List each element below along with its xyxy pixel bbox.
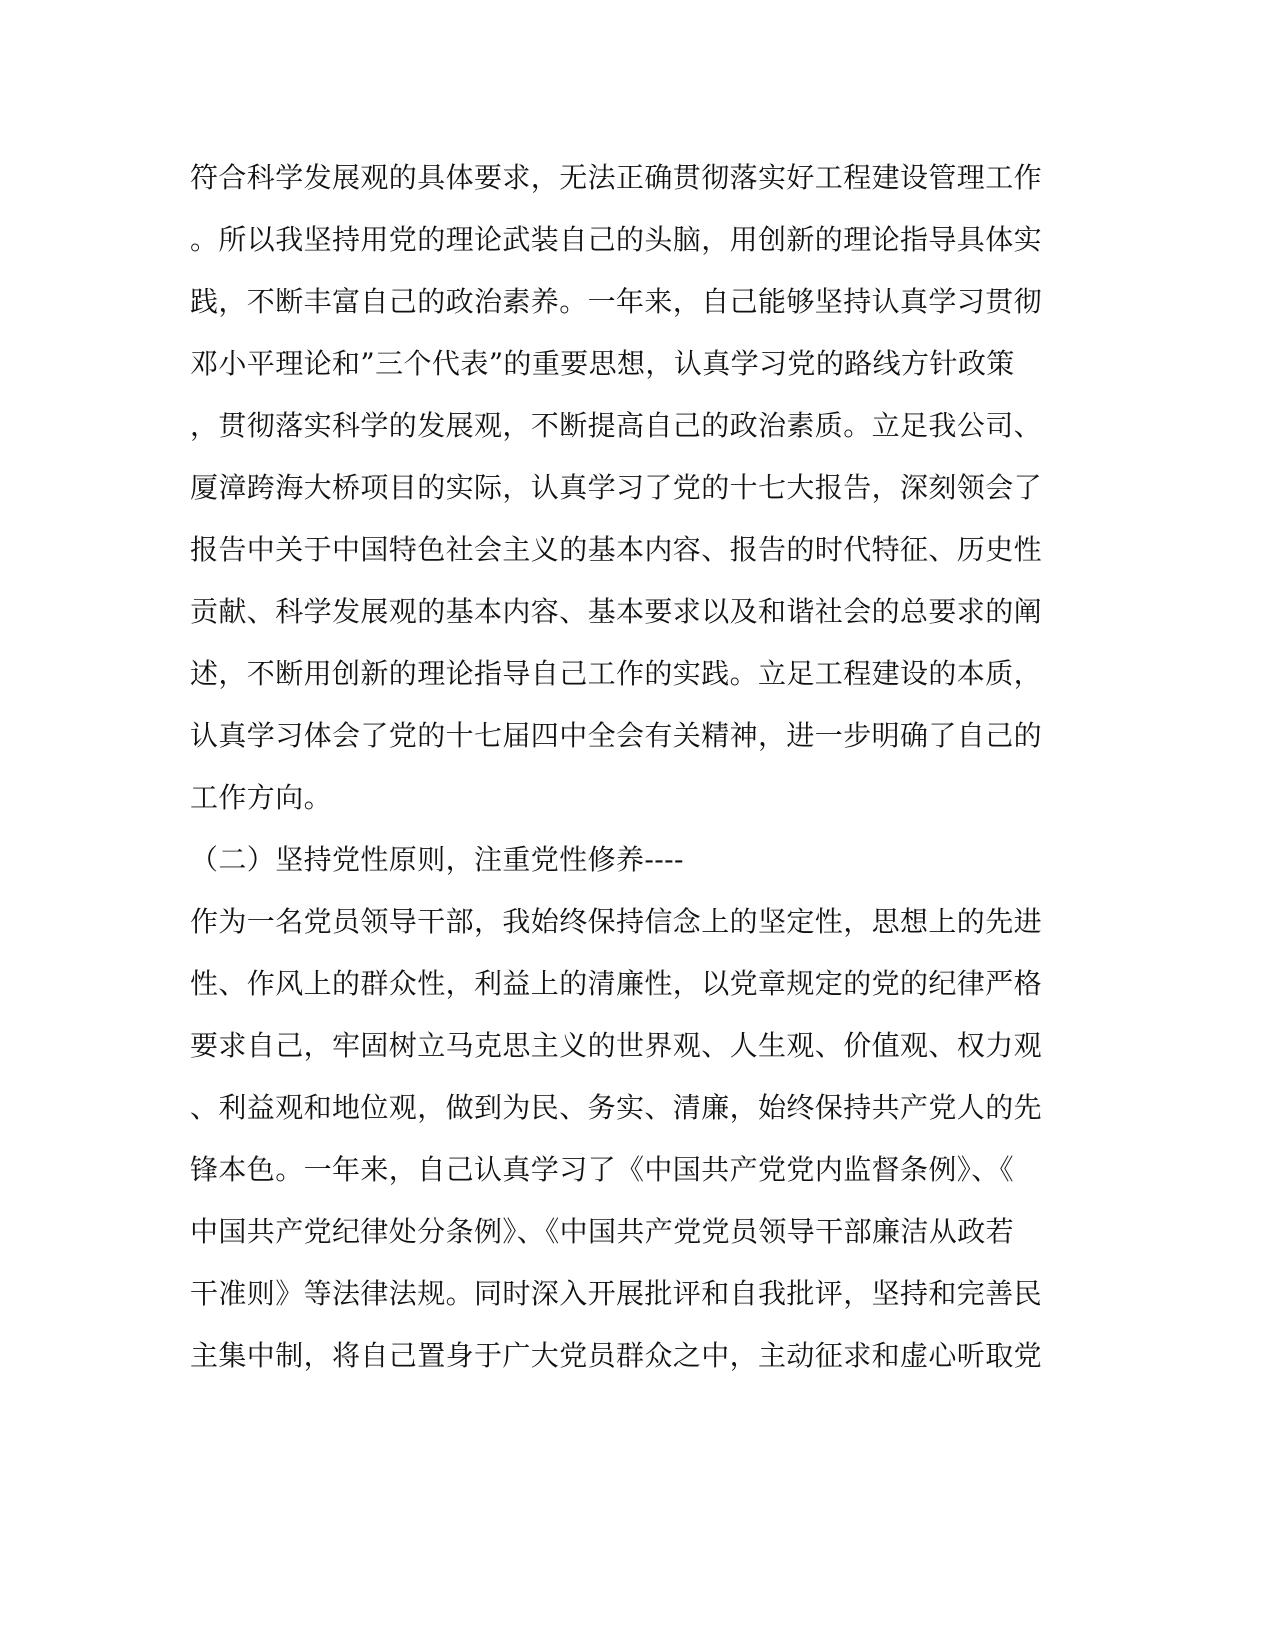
text-line: 报告中关于中国特色社会主义的基本内容、报告的时代特征、历史性 xyxy=(190,533,1043,566)
text-line: 主集中制，将自己置身于广大党员群众之中，主动征求和虚心听取党 xyxy=(190,1339,1043,1372)
text-line: 践，不断丰富自己的政治素养。一年来，自己能够坚持认真学习贯彻 xyxy=(190,285,1043,318)
text-line: 符合科学发展观的具体要求，无法正确贯彻落实好工程建设管理工作 xyxy=(190,161,1043,194)
text-line: 工作方向。 xyxy=(190,781,333,814)
text-line: 贡献、科学发展观的基本内容、基本要求以及和谐社会的总要求的阐 xyxy=(190,595,1043,628)
text-line: 中国共产党纪律处分条例》、《中国共产党党员领导干部廉洁从政若 xyxy=(190,1215,1015,1248)
text-line: 。所以我坚持用党的理论武装自己的头脑，用创新的理论指导具体实 xyxy=(190,223,1043,256)
text-line: 性、作风上的群众性，利益上的清廉性，以党章规定的党的纪律严格 xyxy=(190,967,1043,1000)
text-line: ，贯彻落实科学的发展观，不断提高自己的政治素质。立足我公司、 xyxy=(190,409,1043,442)
text-line: 认真学习体会了党的十七届四中全会有关精神，进一步明确了自己的 xyxy=(190,719,1043,752)
text-line: 锋本色。一年来，自己认真学习了《中国共产党党内监督条例》、《 xyxy=(190,1153,1015,1186)
text-line: 要求自己，牢固树立马克思主义的世界观、人生观、价值观、权力观 xyxy=(190,1029,1043,1062)
text-line: 述，不断用创新的理论指导自己工作的实践。立足工程建设的本质， xyxy=(190,657,1043,690)
text-line: 厦漳跨海大桥项目的实际，认真学习了党的十七大报告，深刻领会了 xyxy=(190,471,1043,504)
text-line: 干准则》等法律法规。同时深入开展批评和自我批评，坚持和完善民 xyxy=(190,1277,1043,1310)
text-line: 邓小平理论和”三个代表”的重要思想，认真学习党的路线方针政策 xyxy=(190,347,1015,380)
section-heading: （二）坚持党性原则，注重党性修养---- xyxy=(190,843,684,876)
text-line: 、利益观和地位观，做到为民、务实、清廉，始终保持共产党人的先 xyxy=(190,1091,1043,1124)
text-line: 作为一名党员领导干部，我始终保持信念上的坚定性，思想上的先进 xyxy=(190,905,1043,938)
